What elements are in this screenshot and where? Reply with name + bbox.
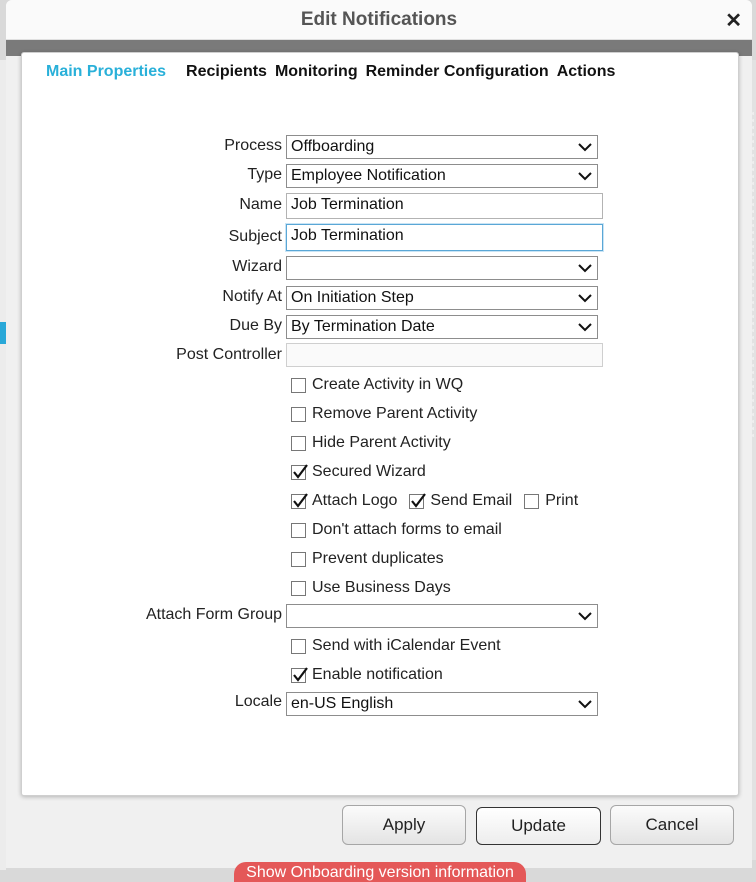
enable-notification-checkbox[interactable] — [291, 668, 306, 683]
send-email-label: Send Email — [430, 492, 513, 509]
tab-actions[interactable]: Actions — [556, 63, 616, 80]
chevron-down-icon — [577, 168, 593, 184]
remove-parent-checkbox-row[interactable] — [291, 405, 477, 423]
due-by-value: By Termination Date — [291, 318, 435, 335]
check-icon — [291, 492, 309, 510]
close-icon[interactable]: ✕ — [725, 10, 742, 32]
check-icon — [291, 463, 309, 481]
chevron-down-icon — [577, 608, 593, 624]
prevent-duplicates-checkbox-row[interactable] — [291, 550, 444, 568]
hide-parent-checkbox[interactable] — [291, 436, 306, 451]
subject-label: Subject — [228, 228, 282, 245]
dialog-title: Edit Notifications — [300, 9, 458, 30]
use-business-days-checkbox[interactable] — [291, 581, 306, 596]
due-by-select[interactable] — [286, 315, 598, 339]
update-button[interactable]: Update — [476, 807, 601, 845]
check-icon — [409, 492, 427, 510]
edit-notifications-dialog — [6, 0, 752, 868]
attach-logo-checkbox[interactable] — [291, 494, 306, 509]
create-activity-checkbox[interactable] — [291, 378, 306, 393]
locale-value: en-US English — [291, 695, 394, 712]
locale-select[interactable] — [286, 692, 598, 716]
tab-reminder-configuration[interactable]: Reminder Configuration — [365, 63, 549, 80]
remove-parent-label: Remove Parent Activity — [312, 405, 478, 422]
subject-input[interactable]: Job Termination — [286, 224, 603, 251]
notify-at-value: On Initiation Step — [291, 289, 414, 306]
create-activity-label: Create Activity in WQ — [312, 376, 464, 393]
attach-form-group-select[interactable] — [286, 604, 598, 628]
check-icon — [291, 666, 309, 684]
secured-wizard-checkbox-row[interactable] — [291, 463, 426, 481]
chevron-down-icon — [577, 139, 593, 155]
chevron-down-icon — [577, 319, 593, 335]
type-value: Employee Notification — [291, 167, 446, 184]
use-business-days-checkbox-row[interactable] — [291, 579, 451, 597]
chevron-down-icon — [577, 696, 593, 712]
send-email-checkbox[interactable] — [409, 494, 424, 509]
process-select[interactable] — [286, 135, 598, 159]
secured-wizard-label: Secured Wizard — [312, 463, 426, 480]
process-label: Process — [224, 137, 282, 154]
print-label: Print — [545, 492, 579, 509]
tab-recipients[interactable]: Recipients — [186, 63, 267, 80]
dialog-titlebar — [6, 0, 752, 40]
process-value: Offboarding — [291, 138, 375, 155]
attach-logo-label: Attach Logo — [312, 492, 398, 509]
hide-parent-checkbox-row[interactable] — [291, 434, 451, 452]
main-properties-panel — [21, 52, 739, 796]
type-select[interactable] — [286, 164, 598, 188]
prevent-duplicates-checkbox[interactable] — [291, 552, 306, 567]
tab-main-properties[interactable]: Main Properties — [46, 63, 167, 80]
apply-button[interactable]: Apply — [342, 805, 466, 845]
wizard-label: Wizard — [232, 258, 282, 275]
notify-at-select[interactable] — [286, 286, 598, 310]
post-controller-label: Post Controller — [176, 346, 282, 363]
name-input[interactable]: Job Termination — [286, 193, 603, 219]
cancel-button[interactable]: Cancel — [610, 805, 734, 845]
dont-attach-forms-checkbox[interactable] — [291, 523, 306, 538]
send-icalendar-label: Send with iCalendar Event — [312, 637, 501, 654]
dont-attach-forms-label: Don't attach forms to email — [312, 521, 502, 538]
secured-wizard-checkbox[interactable] — [291, 465, 306, 480]
send-icalendar-checkbox-row[interactable] — [291, 637, 501, 655]
use-business-days-label: Use Business Days — [312, 579, 451, 596]
hide-parent-label: Hide Parent Activity — [312, 434, 451, 451]
notify-at-label: Notify At — [222, 288, 282, 305]
enable-notification-checkbox-row[interactable] — [291, 666, 443, 684]
version-info-button[interactable]: Show Onboarding version information — [234, 862, 526, 882]
name-label: Name — [239, 196, 282, 213]
attach-options-row — [291, 492, 578, 510]
enable-notification-label: Enable notification — [312, 666, 443, 683]
wizard-select[interactable] — [286, 256, 598, 280]
type-label: Type — [247, 166, 282, 183]
post-controller-input[interactable] — [286, 343, 603, 367]
locale-label: Locale — [234, 693, 282, 710]
attach-form-group-label: Attach Form Group — [145, 606, 282, 623]
remove-parent-checkbox[interactable] — [291, 407, 306, 422]
create-activity-checkbox-row[interactable] — [291, 376, 463, 394]
tab-monitoring[interactable]: Monitoring — [274, 63, 358, 80]
dont-attach-forms-checkbox-row[interactable] — [291, 521, 502, 539]
send-icalendar-checkbox[interactable] — [291, 639, 306, 654]
tab-bar — [46, 63, 615, 81]
prevent-duplicates-label: Prevent duplicates — [312, 550, 444, 567]
chevron-down-icon — [577, 260, 593, 276]
chevron-down-icon — [577, 290, 593, 306]
print-checkbox[interactable] — [524, 494, 539, 509]
due-by-label: Due By — [229, 317, 282, 334]
